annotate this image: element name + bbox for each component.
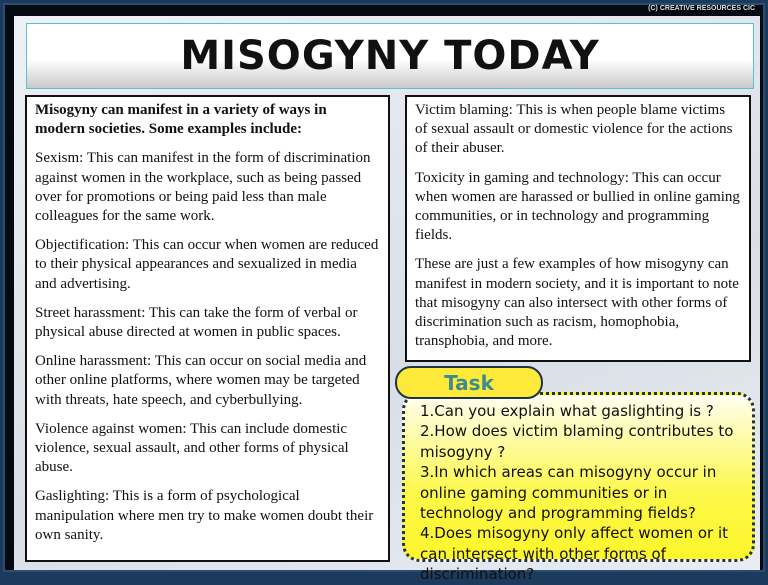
list-item: Victim blaming: This is when people blame victims of sexual assault or domestic violence for the actions of their abuser. <box>415 102 733 157</box>
list-item: Objectification: This can occur when women are reduced to their physical appearances and sexualized in media and advertising. <box>35 237 379 292</box>
page-title: MISOGYNY TODAY <box>180 33 600 79</box>
copyright-text: (C) CREATIVE RESOURCES CIC <box>648 5 755 12</box>
list-item: Sexism: This can manifest in the form of discrimination against women in the workplace, such as being passed over for promotions or being paid less than male colleagues for the same work. <box>35 150 371 225</box>
intro-text: Misogyny can manifest in a variety of ways in modern societies. Some examples include: <box>35 102 327 138</box>
list-item: Street harassment: This can take the form of verbal or physical abuse directed at women in public spaces. <box>35 304 358 341</box>
task-label-pill <box>395 366 543 399</box>
task-box <box>402 392 755 584</box>
list-item: Violence against women: This can include domestic violence, sexual assault, and other forms of physical abuse. <box>35 420 349 476</box>
title-banner <box>26 23 754 89</box>
list-item: Online harassment: This can occur on social media and other online platforms, where women may be targeted with threats, hate speech, and cyberbullying. <box>35 353 367 408</box>
list-item: These are just a few examples of how misogyny can manifest in modern society, and it is important to note that misogyny can also intersect with other forms of discrimination such as racism, homophobia, transphobia, and more. <box>415 256 739 350</box>
list-item: Gaslighting: This is a form of psychological manipulation where men try to make women doubt their own sanity. <box>35 488 374 543</box>
task-label: Task <box>444 370 494 395</box>
task-question: 3.In which areas can misogyny occur in online gaming communities or in technology and programming fields? <box>420 463 717 523</box>
task-question: 1.Can you explain what gaslighting is ? <box>420 402 714 420</box>
list-item: Toxicity in gaming and technology: This can occur when women are harassed or bullied in online gaming communities, or in technology and programming fields. <box>415 169 740 244</box>
examples-box-left <box>25 95 390 562</box>
examples-box-right <box>405 95 751 362</box>
task-question: 2.How does victim blaming contributes to misogyny ? <box>420 422 734 461</box>
slide-frame <box>3 3 765 584</box>
task-question: 4.Does misogyny only affect women or it can intersect with other forms of discrimination? <box>420 524 729 584</box>
slide-panel <box>14 16 760 584</box>
